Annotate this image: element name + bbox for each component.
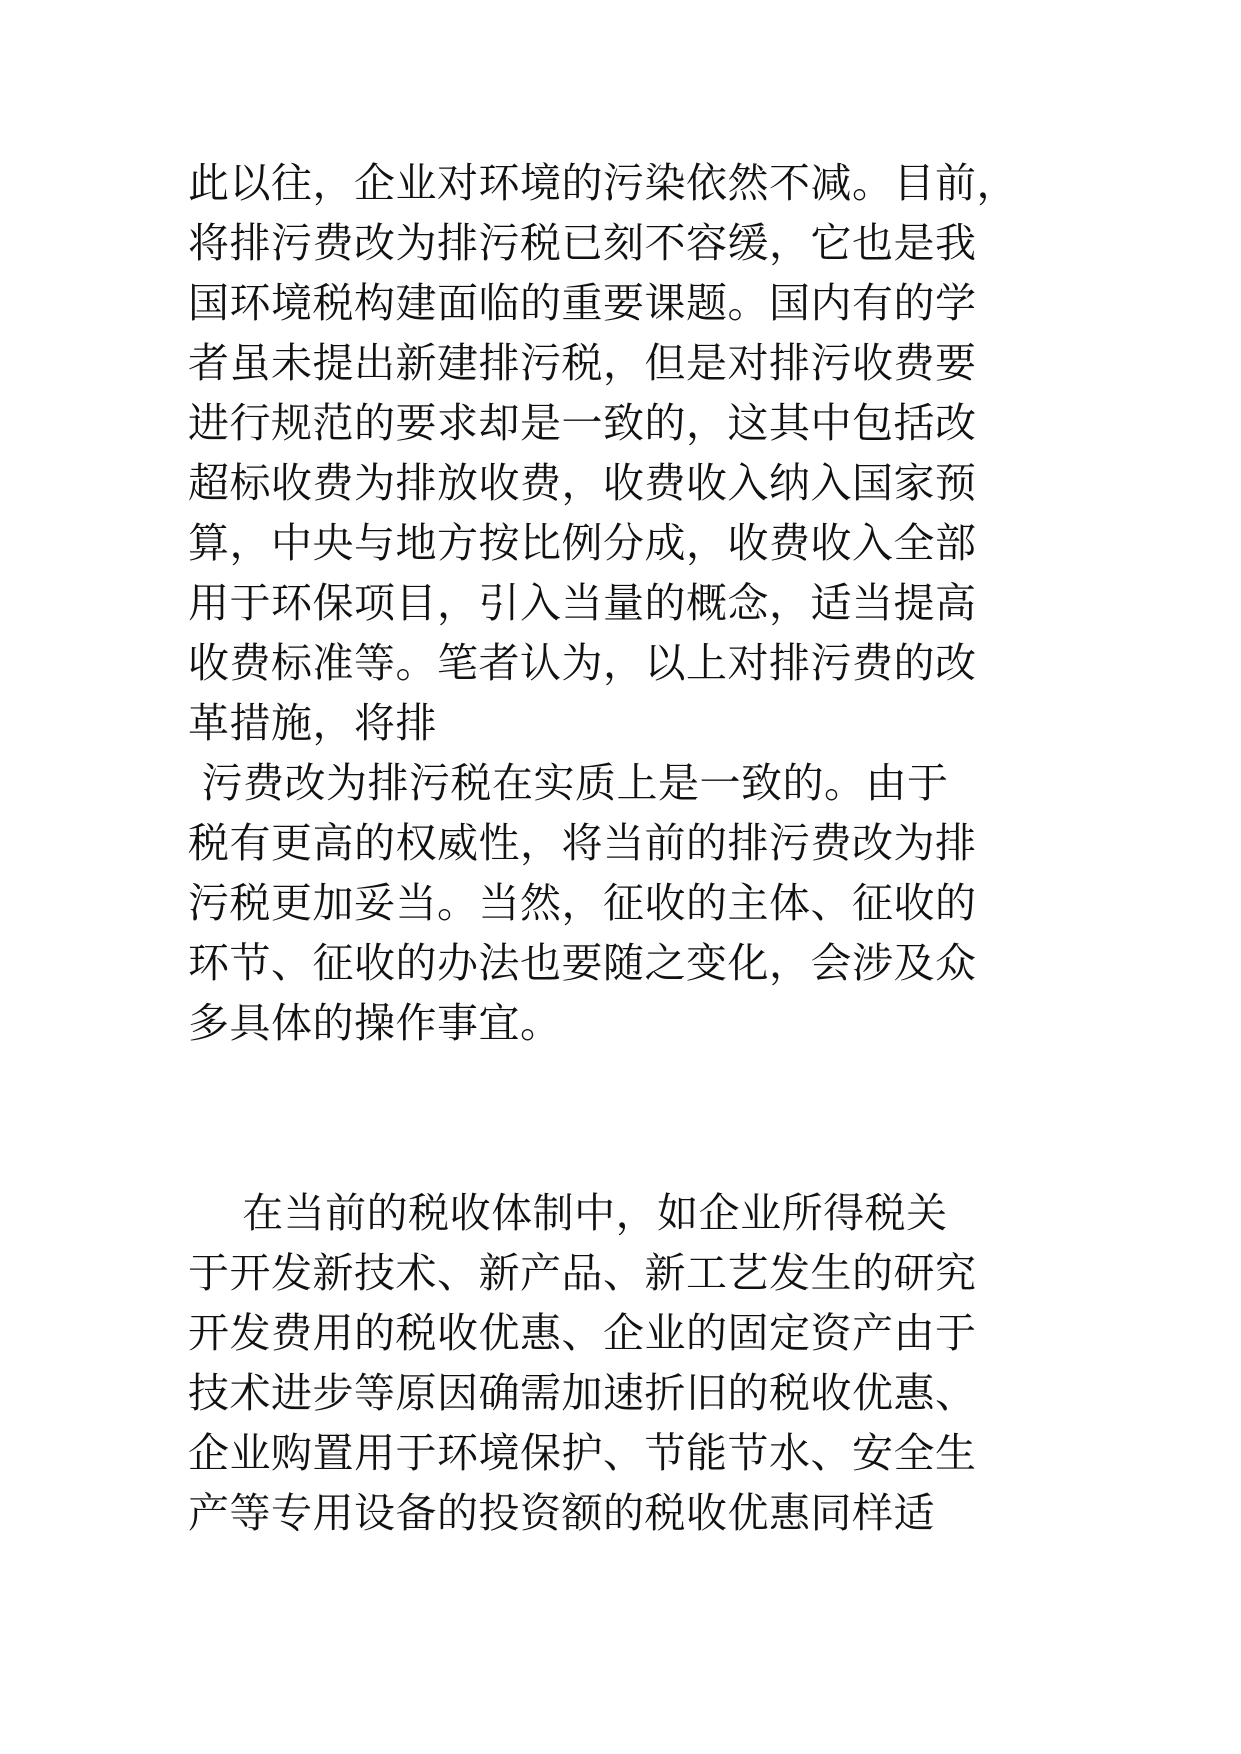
text-line: 企业购置用于环境保护、节能节水、安全生 <box>188 1429 977 1477</box>
text-line: 污税更加妥当。当然，征收的主体、征收的 <box>188 879 977 927</box>
text-line: 污费改为排污税在实质上是一致的。由于 <box>188 759 949 807</box>
text-line: 将排污费改为排污税已刻不容缓，它也是我 <box>188 219 977 267</box>
text-line: 多具体的操作事宜。 <box>188 999 562 1047</box>
text-line: 收费标准等。笔者认为，以上对排污费的改 <box>188 639 977 687</box>
text-line: 用于环保项目，引入当量的概念，适当提高 <box>188 579 977 627</box>
text-line: 革措施，将排 <box>188 699 437 747</box>
paragraph-1 <box>188 153 1068 1053</box>
text-line: 技术进步等原因确需加速折旧的税收优惠、 <box>188 1369 977 1417</box>
text-line: 者虽未提出新建排污税，但是对排污收费要 <box>188 339 977 387</box>
text-line: 在当前的税收体制中，如企业所得税关 <box>188 1189 948 1237</box>
text-line: 进行规范的要求却是一致的，这其中包括改 <box>188 399 977 447</box>
text-line: 产等专用设备的投资额的税收优惠同样适 <box>188 1489 935 1537</box>
text-line: 环节、征收的办法也要随之变化，会涉及众 <box>188 939 977 987</box>
text-line: 税有更高的权威性，将当前的排污费改为排 <box>188 819 977 867</box>
text-line: 算，中央与地方按比例分成，收费收入全部 <box>188 519 977 567</box>
text-line: 于开发新技术、新产品、新工艺发生的研究 <box>188 1249 977 1297</box>
text-line: 此以往，企业对环境的污染依然不减。目前， <box>188 159 1018 207</box>
paragraph-2 <box>188 1183 1068 1543</box>
text-line: 超标收费为排放收费，收费收入纳入国家预 <box>188 459 977 507</box>
text-line: 国环境税构建面临的重要课题。国内有的学 <box>188 279 977 327</box>
text-line: 开发费用的税收优惠、企业的固定资产由于 <box>188 1309 977 1357</box>
